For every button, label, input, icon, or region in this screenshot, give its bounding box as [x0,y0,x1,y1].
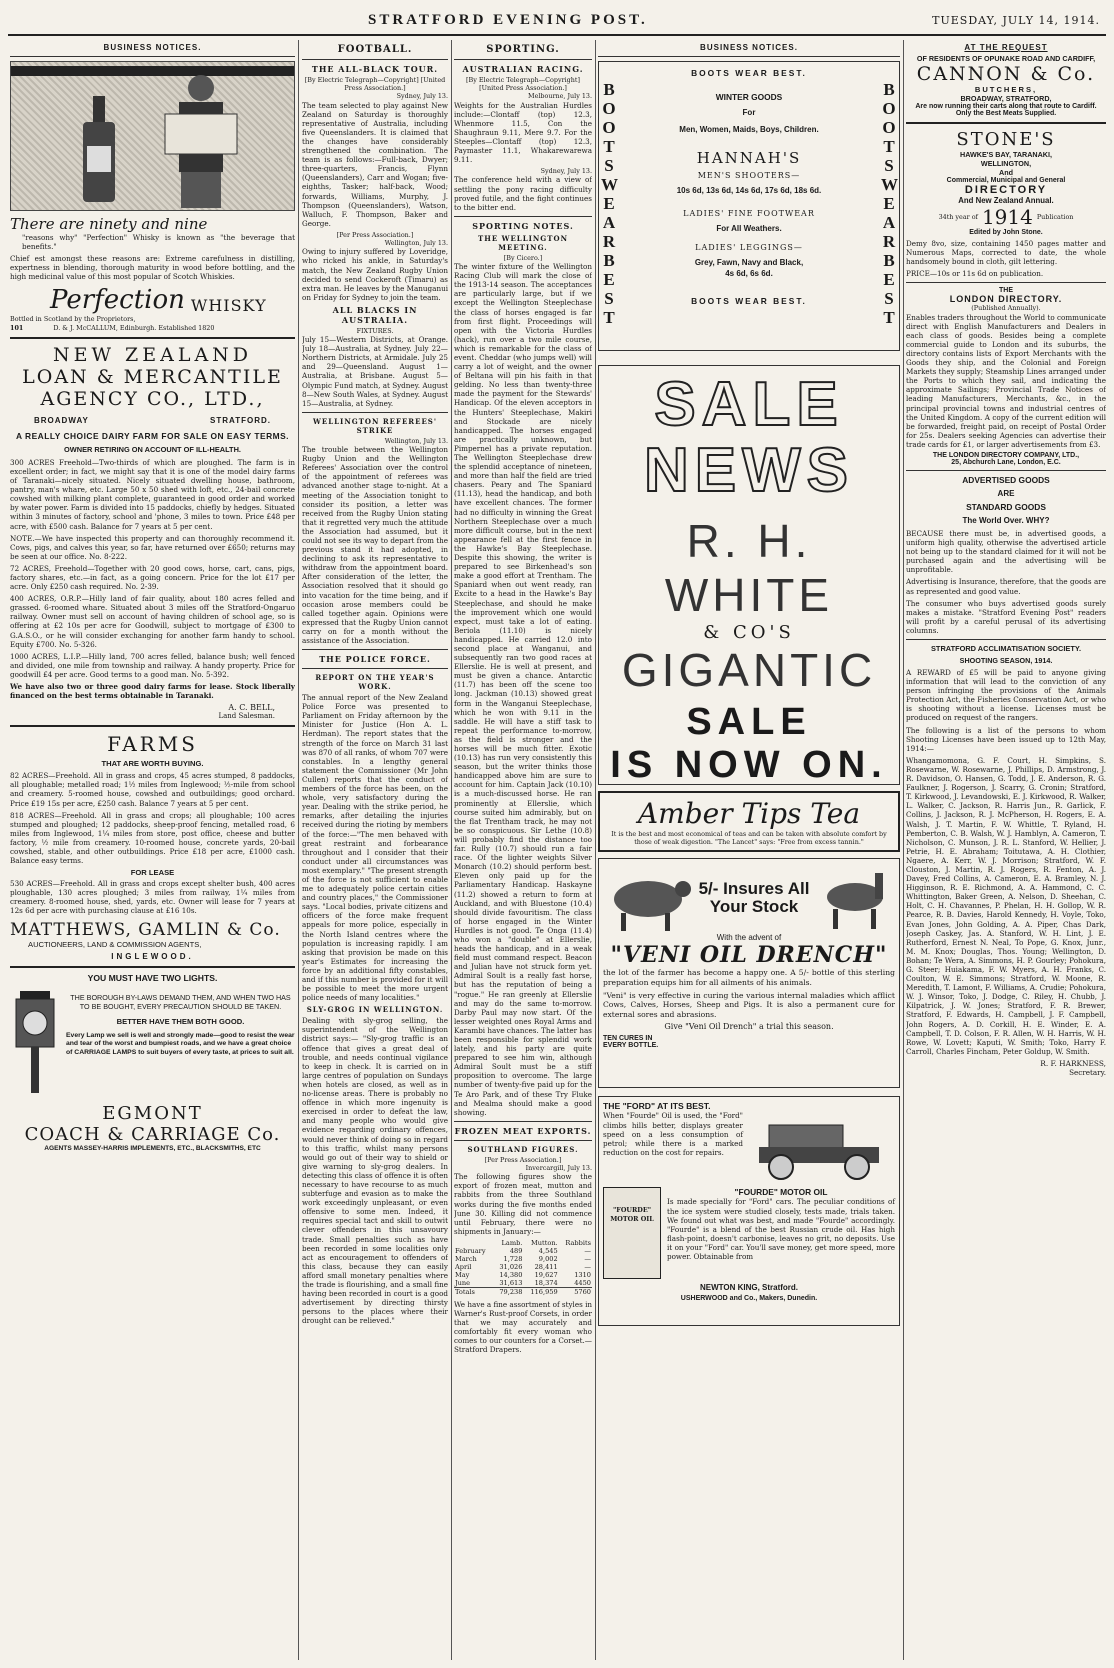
table-row [454,1263,592,1271]
usherwood: USHERWOOD and Co., Makers, Dunedin. [680,1295,818,1303]
boots-heading: BOOTS WEAR BEST. [691,68,807,78]
mens-shooters: MEN'S SHOOTERS— [697,171,801,180]
listing-530-acres: 530 ACRES—Freehold. All in grass and crops except shelter bush, 400 acres ploughable, 130 acres ploughed; 3 miles from railway, 1¼ miles from creamery. 8-roomed house, shed, yards, etc. Owner will lease for 7 years at 12s 6d per acre with purchasing clause at £16 10s. [10,879,295,916]
table-cell: 14,380 [499,1270,523,1279]
rh-white-name: R. H. WHITE [664,515,834,621]
secretary-title: Secretary. [1069,1067,1106,1077]
oil-can-label: "FOURDE" MOTOR OIL [610,1206,654,1223]
lamps-advert [10,973,295,1152]
note: NOTE.—We have inspected this property and can thoroughly recommend it. Cows, pigs, and calves this year, so far, have returned over £650; returns may be seen at our office. No. 8-222. [10,533,295,561]
table-cell: 18,374 [534,1278,558,1287]
car-icon [749,1111,889,1183]
shooters-prices: 10s 6d, 13s 6d, 14s 6d, 17s 6d, 18s 6d. [676,186,822,195]
table-cell: 4450 [574,1278,591,1287]
nz-loan-line2: LOAN & MERCANTILE [22,365,283,388]
listing-400-acres: 400 ACRES, O.R.P.—Hilly land of fair quality, about 180 acres felled and grassed. 6-roomed whare. Situated about 3 miles off the Stratford-Ongaruo railway. Owner must sell on account of having children of school age, so is offering at £2 10s per acre for Goodwill, subject to mortgage of £300 to G.A.S.O., or he will consider exchanging for another farm handy to school. Equity £700. No. 5-326. [10,594,295,649]
ladies-leggings: LADIES' LEGGINGS— [695,243,803,252]
newton-king: NEWTON KING, Stratford. [699,1283,799,1293]
divider [906,282,1106,283]
byline: [By Electric Telegraph—Copyright] [United Press Association.] [466,76,580,93]
table-header: Lamb. [501,1238,523,1247]
divider [454,1140,592,1141]
shooting-season: SHOOTING SEASON, 1914. [959,656,1053,666]
news-banner: NEWS [644,436,854,505]
article-subheading: SLY-GROG IN WELLINGTON. [306,1005,444,1015]
table-row [454,1271,592,1279]
cattle-icon [603,863,693,933]
fourde-paragraph: Is made specially for "Ford" cars. The peculiar conditions of the ice system were studied closely, tests made, trials taken. We found out what was best, and made "Fourde" accordingly. "Fourde" is a blend of the best Russian crude oil. Has high flash-point, doesn't carbonise, leaves no grit, no deposits. Use it on your "Ford" car. You'll save money, get more speed, more power. Obtainable from [667,1197,895,1261]
for-label: For [742,108,756,117]
divider [906,639,1106,640]
advent-label: With the advent of [716,933,782,943]
byline: [By Cicero.] [503,253,543,262]
article-heading: THE POLICE FORCE. [319,654,431,665]
column-notices [906,40,1106,1660]
best-meats: Only the Best Meats Supplied. [955,110,1057,117]
secretary-name: R. F. HARKNESS, [1040,1058,1106,1068]
divider [10,56,295,57]
amber-tips-advert [598,791,900,852]
divider [454,216,592,217]
for-lease-heading: FOR LEASE [130,868,175,878]
amber-tips-logo: Amber Tips Tea [637,797,861,830]
table-header-row [454,1239,592,1247]
article-heading: WELLINGTON REFEREES' STRIKE [313,416,437,435]
stones-title: STONE'S [956,129,1056,150]
article-heading: THE ALL-BLACK TOUR. [311,64,439,74]
table-header: Mutton. [531,1238,558,1247]
column-divider [298,40,299,1660]
column-divider [451,40,452,1660]
advert-number: 101 [10,323,24,332]
matthews-town: INGLEWOOD. [111,951,194,961]
masthead-date: TUESDAY, JULY 14, 1914. [932,14,1100,27]
acclimatisation-heading: STRATFORD ACCLIMATISATION SOCIETY. [931,644,1081,654]
signature-title: Land Salesman. [218,712,275,721]
broadway-address: BROADWAY, STRATFORD, [960,94,1052,103]
dateline: Wellington, July 13. [384,239,448,248]
table-cell: June [455,1278,471,1287]
divider [10,725,295,727]
table-cell: 28,411 [534,1262,558,1271]
article-heading: AUSTRALIAN RACING. [462,64,584,74]
winter-goods: WINTER GOODS [715,92,783,102]
table-header: Rabbits [565,1238,591,1247]
article-subheading: THE WELLINGTON MEETING. [478,233,568,252]
sale-label: SALE [686,701,812,743]
dateline: Invercargill, July 13. [525,1164,592,1173]
whisky-reasons: Chief est amongst these reasons are: Extreme carefulness in distilling, expertness in blending, thorough maturity in wood before bottling, and the high medicinal value of this most popular of Scotch Whiskies. [10,254,295,282]
bar-counter-border [11,66,294,76]
licenses-intro: The following is a list of the persons to whom Shooting Licenses have been issued up to 12th May, 1914:— [906,725,1106,753]
boots-side-left: B O O T S W E A R B E S T [601,80,618,327]
ten-cures: TEN CURES IN EVERY BOTTLE. [603,1035,659,1050]
directory-price: PRICE—10s or 11s 6d on publication. [906,269,1044,279]
article-body: The team selected to play against New Zealand on Saturday is thoroughly representative of Australia, including five Queenslanders. It is claimed that the changes have considerably strengthened the combination. The team is as follows:—Full-back, Dwyer; three-quarters, Francis, Flynn (Queenslanders), Carr and Wogan; five-eighths, Tasker; half-back, Wood; forwards, Williams, Murphy, J. Thompson (Queenslanders), Watson, Walluch, F. Thompson, Baker and George. [302,100,448,228]
article-heading: ALL BLACKS IN AUSTRALIA. [332,304,418,325]
gigantic-label: GIGANTIC [621,644,877,696]
signature-name: A. C. BELL, [228,703,275,713]
boots-footer: BOOTS WEAR BEST. [691,296,807,306]
table-row [454,1255,592,1263]
ford-heading: THE "FORD" AT ITS BEST. [603,1101,711,1112]
masthead [8,8,1106,32]
divider [302,649,448,650]
table-cell: — [584,1254,591,1263]
corsets-notice: We have a fine assortment of styles in Warner's Rust-proof Corsets, in order that we may accurately and comfortably fit every woman who comes to our counters for a Corset.—Stratford Drapers. [454,1299,592,1355]
table-cell: — [584,1262,591,1271]
legging-prices: 4s 6d, 6s 6d. [725,269,773,278]
sale-banner: SALE [654,370,844,439]
consumer-paragraph: The consumer who buys advertised goods surely makes a mistake. "Stratford Evening Post" readers will profit by a careful perusal of its advertising columns. [906,598,1106,635]
london-directory-title: LONDON DIRECTORY. [949,294,1063,305]
two-lights-heading: YOU MUST HAVE TWO LIGHTS. [87,972,218,983]
veni-paragraph: the lot of the farmer has become a happy one. A 5/- bottle of this sterling preparation equips him for all ailments of his animals. [603,968,895,987]
whisky-advert [10,61,295,332]
divider [10,337,295,339]
and-label: And [999,168,1013,177]
farms-subtitle: THAT ARE WORTH BUYING. [101,759,204,769]
masthead-title: STRATFORD EVENING POST. [368,12,648,28]
stones-regions: HAWKE'S BAY, TARANAKI, WELLINGTON, [960,150,1052,168]
bylaws-notice: THE BOROUGH BY-LAWS DEMAND THEM, AND WHEN TWO HAS TO BE BOUGHT, EVERY PRECAUTION SHOULD BE TAKEN. [70,992,291,1011]
dateline: Sydney, July 13. [540,167,592,176]
rh-white-cos: & CO'S [703,622,795,643]
column-divider [903,40,904,1660]
table-cell: 31,026 [499,1262,523,1271]
table-cell: 9,002 [538,1254,558,1263]
table-cell: May [455,1270,470,1279]
table-cell: — [584,1246,591,1255]
year-number: 1914 [981,205,1033,229]
dateline: Sydney, July 13. [396,92,448,101]
table-cell: 489 [509,1246,523,1255]
table-header [454,1239,493,1247]
fixtures-list: July 15—Western Districts, at Orange. July 18—Australia, at Sydney. July 22—Northern Districts, at Armidale. July 25 and 29—Queensland. August 1—Australia, at Brisbane. August 5—Olympic Fund match, at Sydney. August 8—New South Wales, at Sydney. August 15—Australia, at Sydney. [302,335,448,408]
reward-paragraph: A REWARD of £5 will be paid to anyone giving information that will lead to the conviction of any person infringing the provisions of the Animals Protection Act, the Fisheries Conservation Act, or who is shooting without a license. Licenses must be produced on request of the rangers. [906,668,1106,723]
advertised-goods: ADVERTISED GOODS [962,474,1050,485]
now-on-label: IS NOW ON. [610,744,888,786]
butchers-label: BUTCHERS, [974,85,1038,94]
coach-title: COACH & CARRIAGE Co. [24,1123,281,1145]
table-cell: February [455,1246,486,1255]
horse-icon [815,863,895,933]
nz-loan-broadway: BROADWAY [34,415,89,425]
lamps-body: Every Lamp we sell is well and strongly made—good to resist the wear and tear of the worst and bumpiest roads, and we have a great choice of CARRIAGE LAMPS to suit buyers of every taste, at prices to suit all. [66,1031,295,1057]
hannahs-name: HANNAH'S [696,149,802,167]
dateline: Melbourne, July 13. [528,92,592,101]
frozen-meat-table [454,1239,592,1296]
section-heading: BUSINESS NOTICES. [103,43,202,52]
veni-paragraph: "Veni" is very effective in curing the various internal maladies which afflict Cows, Calves, Horses, Sheep and Pigs. It is also a permanent cure for external sores and abrasions. [603,990,895,1019]
divider [906,470,1106,471]
article-body: The annual report of the New Zealand Police Force was presented to Parliament on Friday afternoon by the Minister for Justice (Hon A. L. Herdman). The report states that the strength of the force on March 31 last was 870 of all ranks, of whom 707 were constables. In a lengthy general statement the Commissioner (Mr John Cullen) reports that the conduct of members of the force has been, on the whole, very satisfactory during the year. Dealing with the strike period, he remarks, after detailing the injuries received during the rioting by members of the force:—"The men behaved with great restraint and forbearance throughout and I consider that their conduct under all circumstances was most exemplary." "The present strength of the force is not sufficient to enable me to adequately police certain cities and country places," the Commissioner says. "Local bodies, private citizens and officers of the force make frequent appeals for more police, especially in the North Island centres where the population is increasing rapidly. I am asking that provision be made on this year's Estimates for increasing the force by an additional fifty constables, and if this number is provided for it will be possible to meet the more urgent police needs of many localities." [302,693,448,1003]
residents-line: OF RESIDENTS OF OPUNAKE ROAD AND CARDIFF, [916,54,1096,63]
insurance-paragraph: Advertising is Insurance, therefore, that the goods are as represented and good value. [906,577,1106,596]
agents-line: AGENTS MASSEY-HARRIS IMPLEMENTS, ETC., BLACKSMITHS, ETC [44,1144,261,1152]
edited-by: Edited by John Stone. [969,229,1043,236]
dairy-farm-heading: A REALLY CHOICE DAIRY FARM FOR SALE ON EASY TERMS. [15,430,290,441]
listing-1000-acres: 1000 ACRES, L.I.P.—Hilly land, 700 acres felled, balance bush; well fenced and divided, one mile from township and railway. A handy property. Price for goodwill £4 per acre. Good terms to a good man. No. 5-392. [10,651,295,679]
table-row [454,1247,592,1255]
article-body: The following figures show the export of frozen meat, mutton and rabbits from the three Southland works during the five months ended June 30. Killing did not commence until February, there were no shipments in January:— [454,1172,592,1236]
nz-loan-line3: AGENCY CO., LTD., [40,387,265,410]
divider [302,668,448,669]
the-label: THE [999,287,1013,295]
london-address: 25, Abchurch Lane, London, E.C. [951,458,1061,466]
listing-818-acres: 818 ACRES—Freehold. All in grass and crops; all ploughable; 100 acres stumped and ploughed; 12 paddocks, sheep-proof fencing, metalled road, 6 miles from Inglewood, 1¼ miles from store, post office, cheese and butter factory, ½ mile from creamery. 10-roomed house, concrete yards, 20-bail cowshed, stable, and other outbuildings. Price £18 per acre, £1000 cash. Balance easy terms. [10,810,295,866]
year-label: 34th year of [938,212,978,221]
section-heading: BUSINESS NOTICES. [700,43,798,52]
article-subheading: SOUTHLAND FIGURES. [467,1144,579,1154]
published-annually: (Published Annually). [971,304,1041,313]
standard-goods: STANDARD GOODS [966,501,1046,512]
table-cell: 1310 [574,1270,591,1279]
divider [598,56,900,57]
table-cell: Totals [455,1287,475,1296]
world-over: The World Over. WHY? [962,515,1050,525]
masthead-rule [8,34,1106,36]
farms-title: FARMS [107,732,198,757]
london-company: THE LONDON DIRECTORY COMPANY, LTD., [932,451,1080,459]
table-cell: April [455,1262,472,1271]
demy-description: Demy 8vo, size, containing 1450 pages matter and Numerous Maps, corrected to date, the whole handsomely bound in cloth, gilt lettering. [906,239,1106,267]
customers: Men, Women, Maids, Boys, Children. [679,125,819,134]
bottle-icon [71,96,131,206]
egmont-title: EGMONT [102,1102,203,1124]
fixtures-heading: FIXTURES. [356,326,394,335]
article-heading: SPORTING NOTES. [472,220,574,231]
byline: [Per Press Association.] [484,1155,562,1164]
table-total-row [454,1287,592,1296]
lamp-icon [10,987,60,1097]
column-divider [595,40,596,1660]
cannon-name: CANNON & Co. [916,63,1096,85]
veni-trial: Give "Veni Oil Drench" a trial this season. [664,1022,834,1032]
article-body: Owing to injury suffered by Loveridge, who ricked his ankle, in Saturday's match, the New Zealand Rugby Union decided to send Cockeroft (Timaru) as extra man. He leaves by the Manuganui on Friday for Sydney to join the team. [302,247,448,302]
dateline: Wellington, July 13. [384,436,448,445]
whisky-word: WHISKY [190,296,267,316]
listing-82-acres: 82 ACRES—Freehold. All in grass and crops, 45 acres stumped, 8 paddocks, all ploughable; metalled road; 1½ miles from Inglewood; ½-mile from school and creamery. 5-roomed house, cowshed and outbuildings; good orchard. Price £19 15s per acre, £250 cash. Balance 7 years at 5 per cent. [10,771,295,808]
insures-heading: 5/- Insures All Your Stock [698,879,810,917]
veni-oil-title: "VENI OIL DRENCH" [610,942,888,969]
divider [454,1121,592,1122]
veni-oil-advert [598,858,900,1088]
carts-notice: Are now running their carts along that route to Cardiff. [915,103,1097,110]
table-cell: 19,627 [534,1270,558,1279]
section-heading: SPORTING. [486,44,560,55]
column-advertisements [598,40,900,1660]
nz-annual: And New Zealand Annual. [958,196,1054,205]
divider [454,59,592,60]
whisky-illustration [10,61,295,211]
byline: [Per Press Association.] [336,230,414,239]
fourde-oil-advert [598,1096,900,1326]
leasing-note: We have also two or three good dairy farms for lease. Stock liberally financed on the best terms obtainable in Taranaki. [10,682,295,701]
article-body: The conference held with a view of settling the pony racing difficulty proved futile, and the fight continues to the bitter end. [454,175,592,212]
whisky-proprietor: D. & J. McCALLUM, Edinburgh. Established 1820 [53,323,215,332]
table-cell: March [455,1254,477,1263]
whisky-tagline: There are ninety and nine [10,215,208,233]
table-cell: 1,728 [503,1254,523,1263]
fourde-oil-heading: "FOURDE" MOTOR OIL [734,1187,828,1198]
commercial-label: Commercial, Municipal and General [946,177,1066,184]
farms-advert [10,732,295,960]
table-cell: 4,545 [538,1246,558,1255]
byline: [By Electric Telegraph—Copyright] [United Press Association.] [304,76,446,93]
man-reading-icon [161,70,241,210]
divider [302,59,448,60]
boots-side-right: B O O T S W E A R B E S T [881,80,898,327]
are-label: ARE [997,488,1015,498]
ford-paragraph: When "Fourde" Oil is used, the "Ford" climbs hills better, displays greater speed on a less consumption of petrol; while there is a marked reduction on the cost for repairs. [603,1111,743,1157]
listing-72-acres: 72 ACRES, Freehold—Together with 20 good cows, horse, cart, cans, pigs, factory shares, etc.—in fact, as a going concern. Price for the lot £17 per acre. Only £250 cash required. No. 2-39. [10,563,295,592]
section-heading: FOOTBALL. [337,44,413,55]
hannahs-advert [598,61,900,351]
article-subheading: REPORT ON THE YEAR'S WORK. [315,673,435,692]
london-directory-body: Enables traders throughout the World to communicate direct with English Manufacturers and Dealers in each class of goods. Besides being a complete commercial guide to London and its suburbs, the directory contains lists of Export Merchants with the Goods they ship, and the Colonial and Foreign Markets they supply; Steamship Lines arranged under the Ports to which they sail, and indicating the approximate Sailings; Provincial Trade Notices of leading Manufacturers, Merchants, &c., in the principal provincial towns and industrial centres of the United Kingdom. A copy of the current edition will be forwarded, freight paid, on receipt of Postal Order for 25s. Dealers seeking Agencies can advertise their trade cards for £1, or larger advertisements from £3. [906,312,1106,449]
table-cell: 79,238 [499,1287,523,1296]
publication-label: Publication [1036,212,1074,221]
better-both-good: BETTER HAVE THEM BOTH GOOD. [116,1016,245,1026]
nz-loan-stratford: STRATFORD. [210,415,271,425]
article-heading: FROZEN MEAT EXPORTS. [454,1125,592,1136]
whisky-brand-logo: Perfection [50,285,185,316]
table-cell: 31,613 [499,1278,523,1287]
nz-loan-advert [10,344,295,720]
owner-retiring: OWNER RETIRING ON ACCOUNT OF ILL-HEALTH. [64,444,241,454]
divider [302,412,448,413]
table-row [454,1279,592,1288]
listing-300-acres: 300 ACRES Freehold—Two-thirds of which are ploughed. The farm is in excellent order; in fact, we might say that it is one of the model dairy farms of Taranaki—nicely situated. Nicely situated dwelling house, bathroom, pantry, man's whare, etc. Large 50 x 50 shed with loft, etc., 24-bail concrete cowshed with milking plant complete, guaranteed in good order and worked by water power. Farm is divided into 15 paddocks, chiefly by hedges. Situated within 3 minutes of factory, school and 'phone, 3 miles to town. Price £48 per acre, with £500 cash. Balance for 7 years at 5 per cent. [10,457,295,531]
table-cell: 5760 [574,1287,591,1296]
whisky-bottled: Bottled in Scotland by the Proprietors, [10,315,136,324]
rh-white-sale-advert [598,365,900,785]
column-football [302,40,448,1660]
article-body: Dealing with sly-grog selling, the superintendent of the Wellington district says:— "Sly-grog traffic is an offence that gives a great deal of trouble, and needs continual vigilance to keep in check. It is carried on in large centres of population on Sundays when hotels are closed, as well as in no-license areas. There is probably no offence in which more ingenuity is exercised in order to defeat the law, and many people who would give evidence regarding ordinary offences, would never think of doing so in regard to this traffic, whilst many persons would go out of their way to shield or give warning to sly-grog dealers. In detecting this class of offence it is often necessary to have recourse to as much subterfuge and evasion as to make the work exceedingly unpleasant, or even offensive to some men. Indeed, it requires special tact and skill to outwit clever offenders in this unsavoury trade. Small penalties such as have been recorded in some localities only act as encouragement to offenders of this class, because they can easily afford small monetary penalties where the trade is flourishing, and a small fine having been recorded in court is a good advertisement by directing thirsty persons to the places where their drought can be relieved." [302,1016,448,1326]
ladies-footwear: LADIES' FINE FOOTWEAR [683,209,815,218]
request-heading: AT THE REQUEST [964,43,1048,52]
amber-tips-note: It is the best and most economical of teas and can be taken with absolute comfort by those of weak digestion. "The Lancet" says: "Free from excess tannin." [611,830,887,847]
matthews-name: MATTHEWS, GAMLIN & Co. [10,919,281,940]
article-body: The winter fixture of the Wellington Racing Club will mark the close of the 1913-14 season. The acceptances are particularly large, but if we except the Wellington Steeplechase the class of horses engaged is far from first flight. Proceedings will open with the Victoria Hurdles (hack), run over a two mile course, which is remarkable for the class of event. Cheddar (who jumps well) will carry a lot of weight, and the owner of Beltana will pin his faith in that gelding. No less than twenty-three made the payment for the Stewards' Handicap. Of the eleven acceptors in the Hunters' Steeplechase, Makiri and Stockade are nicely handicapped. The horses engaged are practically unknown, but Pimpernel has a private reputation. The Wellington Steeplechase drew the splendid acceptance of nineteen, and more than half the field are tried chasers. Peary and The Spaniard (11.13), head the handicap, and both have excellent chances. The former had no difficulty in winning the Great Northern Steeplechase over a much more difficult course, but in the next appearance fell at the first fence in the Hawke's Bay Steeplechase. Despite this showing, the writer is prepared to see Birkenhead's son make a good effort at Trentham. The Spaniard when out went ready, ran Excite to a head in the Hawke's Bay Steeplechase, and should he make the improvement which one would expect, must take a lot of eating. Beriola (11.10) is nicely handicapped. He carried 12.0 into second place at Wanganui, and subsequently ran two good races at Ellerslie. He is well at present, and must be given a chance. Antarctic (11.7) has been off the scene too long. Jackman (10.13) showed great form in the Wanganui Steeplechase, which he won with 9.11 in the saddle. He will have a stiff task to repeat the performance to-morrow, as the field is stronger and the horses will be much fitter. Exotic (10.13) has run very consistently this season, but the writer thinks those handicapped above him are sure to account for him. Captain Jack (10.10) is a much-discussed horse. He ran prominently at Ellerslie, which course suited him admirably, but on the flat Trentham track, he may not be so conspicuous. Sir Lethe (10.8) will probably find the distance too far. Rully (10.7) should run a fair race. Of the lighter weights Silver Monarch (10.2) should perform best. Eleven only paid up for the Parliamentary Handicap. Haskayne (11.2) showed a return to form at Auckland, and with Bluestone (10.4) should divide favouritism. The class of horse engaged in the Winter Hurdles is not good. Te Onga (11.4) who won a "double" at Ellerslie, heads the handicap, and in a weak field must command respect. Beacon and Julian have not struck form yet. Admiral Soult is a really fast horse, but has the reputation of being a "rogue." He ran greenly at Ellerslie and may do the same to-morrow. Darby Paul may now start. Of the lesser weighted ones Royal Arms and Karambi have chances. The latter has been responsible for splendid work lately, and his party are quite prepared to see him win, although Admiral Soult must be a stiff proposition to overcome. The large number of twenty-five paid up for the Te Aro Park, and of these Try Fluke and Mealma should make a good showing. [454,262,592,1117]
divider [10,966,295,968]
matthews-sub: AUCTIONEERS, LAND & COMMISSION AGENTS, [28,939,202,949]
nz-loan-line1: NEW ZEALAND [52,343,253,366]
table-cell: 116,959 [530,1287,558,1296]
article-body: Weights for the Australian Hurdles include:—Clontaff (top) 12.3, Whenmore 11.5, Con the Shaughraun 9.11, Mere 9.7. For the Steeples—Clontaff (top) 12.3, Paymaster 11.1, Whakarewarewa 9.11. [454,100,592,165]
article-body: The trouble between the Wellington Rugby Union and the Wellington Referees' Association over the control of the appointment of referees was advanced another stage to-night. At a meeting of the Association tonight to consider its position, a letter was received from the Rugby Union stating that it regretted very much the attitude the Association had assumed, but it could not see its way to depart from the previous stand it had adopted, in declining to ask its representative to withdraw from the appointment board. After consideration of the letter, the Association resolved that it should go into vacation for the time being, and if occasion arose members could be called together again. Opinions were expressed that the Rugby Union cannot carry on for a month without the assistance of the Association. [302,445,448,646]
whisky-body: "reasons why" "Perfection" Whisky is known as "the beverage that benefits." [22,233,295,252]
column-business-notices [10,40,295,1660]
all-weathers: For All Weathers. [716,224,782,233]
because-paragraph: BECAUSE there must be, in advertised goods, a uniform high quality, otherwise the advertised article not being up to the standard claimed for it will not be purchased again and the advertising will be unprofitable. [906,528,1106,575]
column-sporting [454,40,592,1660]
legging-colours: Grey, Fawn, Navy and Black, [694,258,804,267]
directory-label: DIRECTORY [964,184,1048,196]
oil-can-icon [603,1187,661,1279]
licensees-list: Whangamomona, G. F. Court, H. Simpkins, S. Rosewarne, W. Rosewarne, J. Phillips, D. Armstrong, J. R. Davidson, O. Hansen, G. Todd, J. E. Anderson, R. G. Faulkner, J. Rogerson, J. Scarry, G. Cronin; Stratford, T. Kirkwood, J. Levandowski, E. J. Kirkwood, R. Walker, L. Walker, C. Jackson, R. Harris Jun., R. Garlick, F. Collins, J. Jackson, R. J. McPherson, H. Rogers, E. A. Walsh, J. T. Martin, F. W. Whittle, T. Ryland, H. Pemberton, C. B. Walsh, W. J. Hamblyn, A. Cameron, T. Nicholson, C. Munson, J. R. L. Stanford, W. Hellier, J. Petrie, H. E. Abraham; Toitutawa, A. H. Clothier, Ngaere, A. Kerr, W. J. Morrison; Stratford, W. F. Clouston, J. Martin, R. J. Rogers, R. Fenton, A. J. Davey, Fred Collins, A. Cameron, E. A. Bramley, N. J. Higginson, R. E. Richmond, A. A. Hammond, C. C. Whittington, Baker Green, A. Nelson, D. Sheehan, C. Holt, C. H. Chavannes, P. Phelan, H. H. Gollop, W. R. Pearce, R. B. Davies, Harold Kennedy, H. Voyle, Toko, Evan Jones, John Golding, A. A. Piper, Chas Dark, Joseph Caskey, Jas. A. Stanford, W. H. Lint, J. E. Rutherford, Ernest N. Neal, To Pope, G. Knox, Junr., M. M. Knox; Douglas, Thos. Young; Wellington, D. Bohan; Te Wera, A. Simmons, H. P. Gourley; Pohokura, G. Steer; Huiakama, F. W. Myers, A. H. Franks, C. Coulton, W. E. Simmons; Stratford, W. Moone, R. Meredith, T. Lamont, F. Williams, A. Crudie; Pohokura, W. J. Winsor, Toko, J. Dodge, C. Riley, H. Chubb, J. Kilpatrick, J. W. Jones; Stratford, F. R. Brewer, Stratford, F. Edwards, H. Campbell, J. F. Campbell, John Rogers, A. D. Corkill, H. E. Winder, E. A. Campbell, T. D. Colson, F. R. Allen, W. H. Harris, W. H. Rowe, W. Lovett; Kaputi, W. Smith; Toko, Harry F. Carroll, Charles Fincham, Peter Goldup, W. Smith. [906,755,1106,1056]
divider [906,122,1106,124]
